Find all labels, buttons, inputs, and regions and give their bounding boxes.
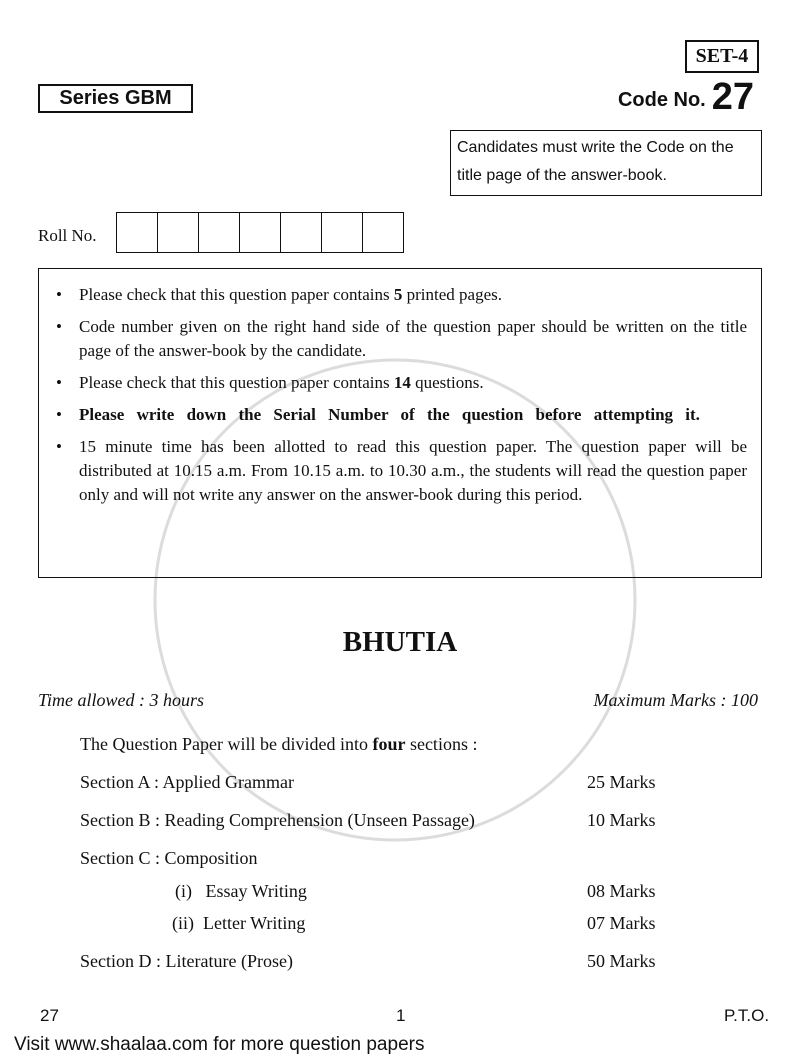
section-marks: 08 Marks xyxy=(587,881,656,901)
section-marks: 50 Marks xyxy=(587,951,656,971)
visit-link[interactable]: Visit www.shaalaa.com for more question papers xyxy=(14,1034,425,1055)
maximum-marks: Maximum Marks : 100 xyxy=(593,690,758,710)
code-number xyxy=(618,76,754,119)
bullet: • xyxy=(56,373,62,392)
subsection-label: (i) Essay Writing xyxy=(175,881,307,901)
instruction-item xyxy=(39,283,747,307)
bullet: • xyxy=(56,317,62,336)
subsection-label: (ii) Letter Writing xyxy=(172,913,306,933)
bullet: • xyxy=(56,285,62,304)
instruction-text: 15 minute time has been allotted to read this question paper. The question paper will be distributed at 10.15 a.m. From 10.15 a.m. to 10.30 a.m., the students will read the question paper only and will not write any answer on the answer-book during this period. xyxy=(79,437,747,504)
section-marks: 07 Marks xyxy=(587,913,656,933)
time-allowed: Time allowed : 3 hours xyxy=(38,690,205,710)
roll-box xyxy=(117,213,158,252)
section-marks: 25 Marks xyxy=(587,772,656,792)
instruction-item xyxy=(39,435,747,507)
subject-title: BHUTIA xyxy=(342,626,458,658)
roll-box xyxy=(322,213,363,252)
roll-box xyxy=(281,213,322,252)
intro-text: sections : xyxy=(405,734,478,754)
instruction-text: printed pages. xyxy=(402,285,502,304)
section-label: Section C : Composition xyxy=(80,848,258,868)
sections-intro xyxy=(80,734,477,755)
page-number: 1 xyxy=(396,1006,406,1025)
section-label: Section B : Reading Comprehension (Unseen Passage) xyxy=(80,810,475,830)
code-value: 27 xyxy=(711,76,754,118)
intro-text: The Question Paper will be divided into xyxy=(80,734,373,754)
section-marks: 10 Marks xyxy=(587,810,656,830)
instruction-text: Code number given on the right hand side of the question paper should be written on the title page of the answer-book by the candidate. xyxy=(79,317,747,360)
roll-no-label: Roll No. xyxy=(38,226,97,245)
roll-box xyxy=(158,213,199,252)
instruction-text: Please check that this question paper contains xyxy=(79,285,394,304)
series-badge: Series GBM xyxy=(38,84,193,113)
pto-label: P.T.O. xyxy=(724,1006,770,1025)
instruction-bold: 5 xyxy=(393,285,403,304)
section-label: Section D : Literature (Prose) xyxy=(80,951,293,971)
intro-bold: four xyxy=(372,734,406,754)
instructions-box xyxy=(38,268,762,578)
instruction-text: Please check that this question paper contains xyxy=(79,373,394,392)
code-label: Code No. xyxy=(617,89,706,111)
instruction-text: questions. xyxy=(410,373,484,392)
roll-box xyxy=(199,213,240,252)
instruction-item xyxy=(39,403,747,427)
instruction-item xyxy=(39,315,747,363)
bullet: • xyxy=(56,405,62,424)
bullet: • xyxy=(56,437,62,456)
candidates-note: Candidates must write the Code on the title page of the answer-book. xyxy=(450,130,762,196)
roll-box xyxy=(363,213,403,252)
instruction-bold: 14 xyxy=(393,373,411,392)
section-label: Section A : Applied Grammar xyxy=(80,772,294,792)
roll-no-boxes xyxy=(116,212,404,253)
roll-box xyxy=(240,213,281,252)
instruction-bold: Please write down the Serial Number of the question before attempting it. xyxy=(79,405,700,424)
footer-code: 27 xyxy=(40,1006,59,1025)
instruction-item xyxy=(39,371,747,395)
set-badge: SET-4 xyxy=(685,40,759,73)
